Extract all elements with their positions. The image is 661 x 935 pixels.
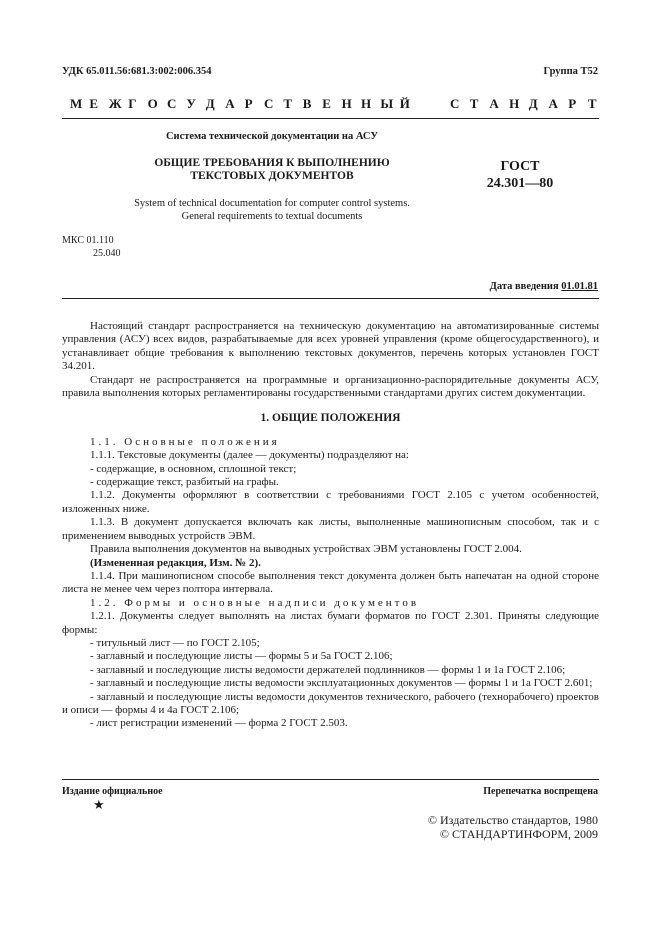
banner-letter: С [264, 96, 274, 111]
section-heading: 1. ОБЩИЕ ПОЛОЖЕНИЯ [260, 412, 401, 425]
banner-divider [62, 118, 599, 119]
footer-divider [62, 779, 599, 780]
mks-codes [62, 234, 121, 260]
subsection-1-1: 1.1. Основные положения [90, 435, 280, 448]
form-item-1: - титульный лист — по ГОСТ 2.105; [90, 636, 260, 649]
banner-letter: Д [205, 96, 215, 111]
form-item-4: - заглавный и последующие листы ведомости эксплуатационных документов — формы 1 и 1а ГОСТ 2.601; [90, 677, 593, 690]
gost-number: 24.301—80 [486, 176, 554, 191]
banner-letter: Г [128, 96, 137, 111]
subsection-1-2: 1.2. Формы и основные надписи документов [90, 596, 420, 609]
banner-letter: Т [587, 96, 597, 111]
banner-letter: А [489, 96, 499, 111]
english-title [120, 197, 424, 223]
body-text [62, 320, 599, 731]
mks-label: МКС [62, 235, 84, 246]
reprint-prohibited: Перепечатка воспрещена [483, 786, 598, 797]
banner-letter: А [225, 96, 235, 111]
intro-paragraph-1: Настоящий стандарт распространяется на техническую документацию на автоматизированные системы управления (АСУ) всех видов, разрабатываемые для всех уровней управления (кроме общегосударственного), и устанавливает общие требования к выполнению текстовых документов, перечень которых установлен ГОСТ 34.201. [62, 320, 599, 373]
banner-letter: Р [568, 96, 577, 111]
clause-1-1-1: 1.1.1. Текстовые документы (далее — документы) подразделяют на: [90, 449, 409, 462]
banner-letter: Т [283, 96, 293, 111]
banner-letter: Р [244, 96, 253, 111]
clause-1-1-3: 1.1.3. В документ допускается включать как листы, выполненные машинописным способом, так и с применением выводных устройств ЭВМ. [62, 516, 599, 542]
banner-letter: С [450, 96, 460, 111]
bullet-2: - содержащие текст, разбитый на графы. [90, 476, 279, 489]
banner-letter: Н [509, 96, 520, 111]
banner-letter: Е [89, 96, 99, 111]
rules-paragraph: Правила выполнения документов на выводных устройствах ЭВМ установлены ГОСТ 2.004. [90, 543, 522, 556]
banner-letter: С [167, 96, 177, 111]
intro-paragraph-2: Стандарт не распространяется на программные и организационно-распорядительные документы АСУ, правила выполнения которых регламентированы государственными стандартами других систем документации. [62, 373, 599, 400]
banner-letter: Т [469, 96, 479, 111]
banner-letter: В [302, 96, 312, 111]
document-title [120, 157, 424, 183]
banner-letter: Д [528, 96, 538, 111]
banner-letter: Й [399, 96, 410, 111]
banner-letter: М [70, 96, 83, 111]
bullet-1: - содержащие, в основном, сплошной текст; [90, 462, 297, 475]
date-value: 01.01.81 [561, 281, 598, 292]
form-item-3: - заглавный и последующие листы ведомости держателей подлинников — формы 1 и 1а ГОСТ 2.106; [90, 663, 566, 676]
date-label: Дата введения [489, 281, 559, 292]
clause-1-1-2: 1.1.2. Документы оформляют в соответствии с требованиями ГОСТ 2.105 с учетом особенностей, изложенных ниже. [62, 489, 599, 515]
gost-label: ГОСТ [500, 159, 540, 174]
banner-letter: Н [341, 96, 352, 111]
copyright-line-2: © СТАНДАРТИНФОРМ, 2009 [439, 827, 598, 841]
banner-letter: О [147, 96, 158, 111]
copyright-line-1: © Издательство стандартов, 1980 [427, 813, 598, 827]
clause-1-2-1: 1.2.1. Документы следует выполнять на листах бумаги форматов по ГОСТ 2.301. Приняты следующие формы: [62, 610, 599, 636]
english-line-1: System of technical documentation for computer control systems. [134, 198, 410, 209]
banner-letter: Ж [108, 96, 122, 111]
english-line-2: General requirements to textual documents [181, 211, 363, 222]
gost-designation [470, 158, 570, 192]
system-name: Система технической документации на АСУ [165, 131, 379, 142]
copyright-block [428, 813, 598, 841]
banner-letter: А [548, 96, 558, 111]
group-code: Группа Т52 [543, 66, 598, 77]
form-item-6: - лист регистрации изменений — форма 2 ГОСТ 2.503. [90, 717, 348, 730]
form-item-5: - заглавный и последующие листы ведомости документов технического, рабочего (технорабочего) проектов и описи — формы 4 и 4а ГОСТ 2.106; [62, 690, 599, 716]
clause-1-1-4: 1.1.4. При машинописном способе выполнения текст документа должен быть напечатан на одной стороне листа не менее чем через полтора интервала. [62, 569, 599, 596]
banner-letter: Е [322, 96, 331, 111]
mks-code-2: 25.040 [93, 248, 121, 259]
banner-letter: Н [361, 96, 372, 111]
title-line-1: ОБЩИЕ ТРЕБОВАНИЯ К ВЫПОЛНЕНИЮ [154, 157, 390, 169]
amendment-note: (Измененная редакция, Изм. № 2). [90, 556, 261, 569]
banner-letter: Ы [380, 96, 394, 111]
udk-code: УДК 65.011.56:681.3:002:006.354 [62, 66, 212, 77]
star-icon: ★ [93, 797, 105, 812]
introduction-date [490, 281, 598, 292]
banner-letter: У [186, 96, 196, 111]
date-divider [62, 298, 599, 299]
official-edition: Издание официальное [62, 786, 163, 797]
mks-code-1: 01.110 [86, 235, 114, 246]
form-item-2: - заглавный и последующие листы — формы 5 и 5а ГОСТ 2.106; [90, 650, 393, 663]
title-line-2: ТЕКСТОВЫХ ДОКУМЕНТОВ [190, 170, 354, 182]
